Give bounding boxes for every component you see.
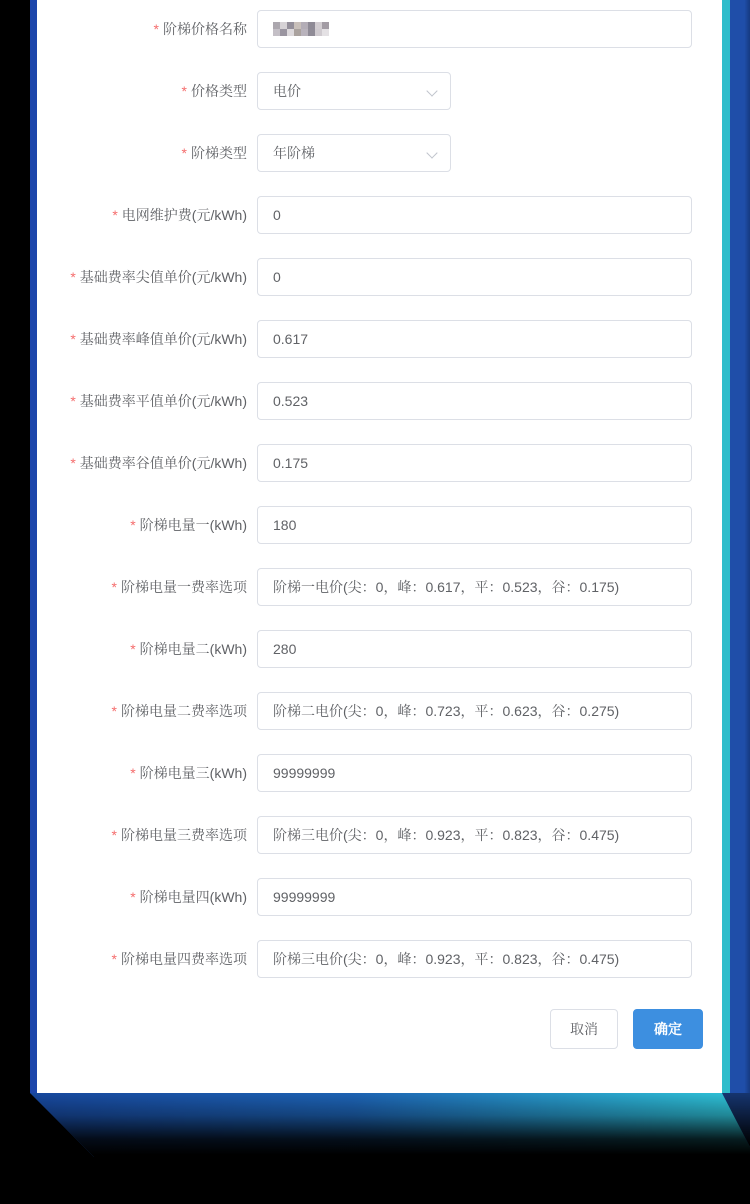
field-value: 180 xyxy=(273,517,297,533)
form-row-base-rate-peak-price xyxy=(37,320,722,358)
price-type-select[interactable] xyxy=(257,72,451,110)
tier-energy-1-rate-option-label xyxy=(37,577,257,597)
field-label-text: 阶梯电量四(kWh) xyxy=(139,889,247,905)
field-label-text: 阶梯类型 xyxy=(191,145,247,161)
field-label-text: 基础费率尖值单价(元/kWh) xyxy=(79,269,247,285)
tier-price-name-input[interactable] xyxy=(257,10,692,48)
required-asterisk: * xyxy=(130,641,136,657)
form-row-tier-energy-2 xyxy=(37,630,722,668)
frame-right-cyan-edge xyxy=(722,0,730,1093)
field-label-text: 阶梯电量二费率选项 xyxy=(121,703,247,719)
required-asterisk: * xyxy=(70,393,76,409)
tier-energy-4-rate-option-label xyxy=(37,949,257,969)
field-value: 电价 xyxy=(273,83,301,99)
chevron-down-icon xyxy=(426,85,437,96)
form-row-base-rate-flat-price xyxy=(37,382,722,420)
field-value: 0.617 xyxy=(273,331,309,347)
grid-maintenance-fee-input[interactable] xyxy=(257,196,692,234)
required-asterisk: * xyxy=(181,83,187,99)
required-asterisk: * xyxy=(130,765,136,781)
required-asterisk: * xyxy=(130,889,136,905)
form-row-tier-energy-1 xyxy=(37,506,722,544)
tier-energy-4-input[interactable] xyxy=(257,878,692,916)
field-value: 阶梯一电价(尖：0，峰：0.617，平：0.523，谷：0.175) xyxy=(273,579,620,595)
field-value: 阶梯二电价(尖：0，峰：0.723，平：0.623，谷：0.275) xyxy=(273,703,620,719)
base-rate-flat-price-input[interactable] xyxy=(257,382,692,420)
field-label-text: 阶梯电量四费率选项 xyxy=(121,951,247,967)
form-row-tier-energy-3-rate-option xyxy=(37,816,722,854)
grid-maintenance-fee-label xyxy=(37,205,257,225)
base-rate-sharp-price-label xyxy=(37,267,257,287)
frame-right-blue-edge xyxy=(730,0,750,1093)
tier-price-form-panel xyxy=(37,0,722,1093)
frame-bottom-gradient xyxy=(30,1093,750,1157)
field-value: 280 xyxy=(273,641,297,657)
form-row-tier-type xyxy=(37,134,722,172)
field-label-text: 基础费率峰值单价(元/kWh) xyxy=(79,331,247,347)
required-asterisk: * xyxy=(70,269,76,285)
field-label-text: 阶梯电量三(kWh) xyxy=(139,765,247,781)
frame-left-edge xyxy=(30,0,37,1093)
tier-type-select[interactable] xyxy=(257,134,451,172)
field-label-text: 电网维护费(元/kWh) xyxy=(121,207,247,223)
tier-energy-2-label xyxy=(37,639,257,659)
form-row-tier-energy-4 xyxy=(37,878,722,916)
required-asterisk: * xyxy=(181,145,187,161)
field-label-text: 基础费率平值单价(元/kWh) xyxy=(79,393,247,409)
base-rate-flat-price-label xyxy=(37,391,257,411)
required-asterisk: * xyxy=(111,951,117,967)
field-value: 0.523 xyxy=(273,393,309,409)
confirm-button[interactable]: 确定 xyxy=(633,1009,703,1049)
field-label-text: 阶梯电量一(kWh) xyxy=(139,517,247,533)
required-asterisk: * xyxy=(70,455,76,471)
field-label-text: 价格类型 xyxy=(191,83,247,99)
field-value: 年阶梯 xyxy=(273,145,315,161)
field-label-text: 阶梯电量三费率选项 xyxy=(121,827,247,843)
tier-type-label xyxy=(37,143,257,163)
form-row-grid-maintenance-fee xyxy=(37,196,722,234)
tier-energy-4-label xyxy=(37,887,257,907)
field-value: 99999999 xyxy=(273,889,336,905)
base-rate-valley-price-label xyxy=(37,453,257,473)
cancel-button[interactable]: 取消 xyxy=(550,1009,618,1049)
field-label-text: 基础费率谷值单价(元/kWh) xyxy=(79,455,247,471)
tier-energy-3-rate-option-label xyxy=(37,825,257,845)
tier-energy-1-rate-option-input[interactable] xyxy=(257,568,692,606)
form-row-tier-price-name xyxy=(37,10,722,48)
field-value: 0 xyxy=(273,207,281,223)
tier-energy-1-input[interactable] xyxy=(257,506,692,544)
field-value: 阶梯三电价(尖：0，峰：0.923，平：0.823，谷：0.475) xyxy=(273,951,620,967)
tier-energy-3-label xyxy=(37,763,257,783)
form-row-tier-energy-1-rate-option xyxy=(37,568,722,606)
tier-energy-2-rate-option-label xyxy=(37,701,257,721)
chevron-down-icon xyxy=(426,147,437,158)
form-row-base-rate-valley-price xyxy=(37,444,722,482)
required-asterisk: * xyxy=(130,517,136,533)
tier-price-name-label xyxy=(37,19,257,39)
field-label-text: 阶梯电量二(kWh) xyxy=(139,641,247,657)
field-value: 0.175 xyxy=(273,455,309,471)
required-asterisk: * xyxy=(111,703,117,719)
tier-energy-4-rate-option-input[interactable] xyxy=(257,940,692,978)
required-asterisk: * xyxy=(153,21,159,37)
field-value: 0 xyxy=(273,269,281,285)
base-rate-peak-price-label xyxy=(37,329,257,349)
required-asterisk: * xyxy=(111,827,117,843)
base-rate-sharp-price-input[interactable] xyxy=(257,258,692,296)
tier-energy-3-input[interactable] xyxy=(257,754,692,792)
form-row-price-type xyxy=(37,72,722,110)
field-label-text: 阶梯电量一费率选项 xyxy=(121,579,247,595)
form-row-tier-energy-4-rate-option xyxy=(37,940,722,978)
form-row-base-rate-sharp-price xyxy=(37,258,722,296)
form-row-tier-energy-3 xyxy=(37,754,722,792)
field-label-text: 阶梯价格名称 xyxy=(163,21,247,37)
required-asterisk: * xyxy=(112,207,118,223)
form-row-tier-energy-2-rate-option xyxy=(37,692,722,730)
tier-energy-2-input[interactable] xyxy=(257,630,692,668)
required-asterisk: * xyxy=(70,331,76,347)
field-value: 99999999 xyxy=(273,765,336,781)
base-rate-peak-price-input[interactable] xyxy=(257,320,692,358)
tier-energy-1-label xyxy=(37,515,257,535)
form-rows xyxy=(37,10,722,978)
tier-energy-2-rate-option-input[interactable] xyxy=(257,692,692,730)
form-footer xyxy=(37,1009,722,1049)
price-type-label xyxy=(37,81,257,101)
tier-energy-3-rate-option-input[interactable] xyxy=(257,816,692,854)
base-rate-valley-price-input[interactable] xyxy=(257,444,692,482)
field-value: 阶梯三电价(尖：0，峰：0.923，平：0.823，谷：0.475) xyxy=(273,827,620,843)
masked-value-mosaic xyxy=(273,22,329,36)
required-asterisk: * xyxy=(111,579,117,595)
